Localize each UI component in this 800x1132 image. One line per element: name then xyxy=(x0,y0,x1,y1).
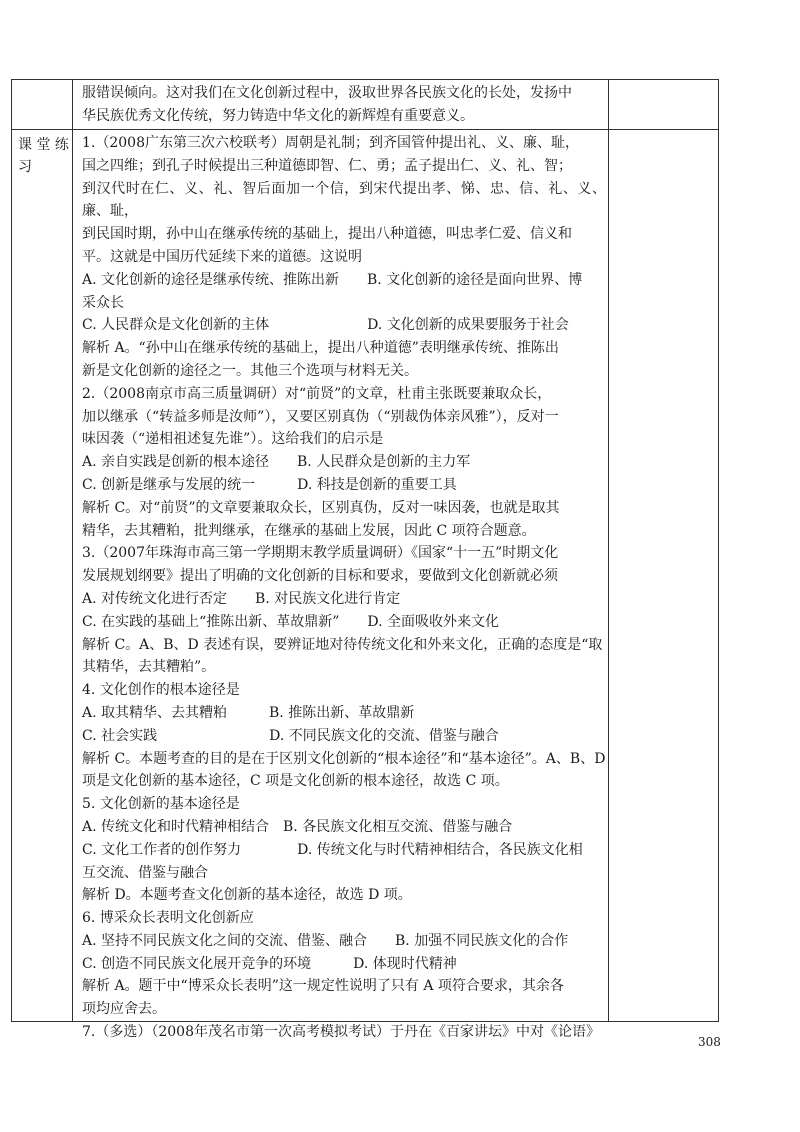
text-line: 解析 A。题干中“博采众长表明”这一规定性说明了只有 A 项符合要求，其余各 xyxy=(82,978,564,995)
text-line: 解析 C。对“前贤”的文章要兼取众长，区别真伪，反对一味因袭，也就是取其 xyxy=(82,499,560,516)
text-line: 7.（多选）（2008年茂名市第一次高考模拟考试）于丹在《百家讲坛》中对《论语》 xyxy=(82,1024,600,1041)
column-divider-left xyxy=(72,80,73,1021)
text-line: 解析 D。本题考查文化创新的基本途径，故选 D 项。 xyxy=(82,887,412,904)
text-line: C. 创造不同民族文化展开竞争的环境 D. 体现时代精神 xyxy=(82,955,457,972)
text-line: 5. 文化创新的基本途径是 xyxy=(82,796,240,813)
text-line: 国之四维；到孔子时候提出三种道德即智、仁、勇；孟子提出仁、义、礼、智； xyxy=(82,157,572,174)
text-line: 到民国时期，孙中山在继承传统的基础上，提出八种道德，叫忠孝仁爱、信义和 xyxy=(82,226,572,243)
text-line: 精华，去其糟粕，批判继承，在继承的基础上发展，因此 C 项符合题意。 xyxy=(82,522,536,539)
text-line: 解析 A。“孙中山在继承传统的基础上，提出八种道德”表明继承传统、推陈出 xyxy=(82,340,559,357)
text-line: 其精华，去其糟粕”。 xyxy=(82,659,216,676)
text-line: 加以继承（“转益多师是汝师”），又要区别真伪（“别裁伪体亲风雅”），反对一 xyxy=(82,408,559,425)
exercise-content xyxy=(82,132,606,1044)
text-line: A. 传统文化和时代精神相结合 B. 各民族文化相互交流、借鉴与融合 xyxy=(82,818,513,835)
text-line: 1.（2008广东第三次六校联考）周朝是礼制；到齐国管仲提出礼、义、廉、耻， xyxy=(82,135,579,151)
text-line: 解析 C。A、B、D 表述有误，要辨证地对待传统文化和外来文化，正确的态度是“取 xyxy=(82,636,603,653)
text-line: 解析 C。本题考查的目的是在于区别文化创新的“根本途径”和“基本途径”。A、B、D xyxy=(82,750,606,767)
text-line: A. 取其精华、去其糟粕 B. 推陈出新、革故鼎新 xyxy=(82,704,415,721)
column-divider-right xyxy=(608,80,609,1021)
top-row-content xyxy=(82,82,606,128)
lesson-table xyxy=(11,79,719,1041)
text-line: A. 亲自实践是创新的根本途径 B. 人民群众是创新的主力军 xyxy=(82,454,471,471)
text-line: 2.（2008南京市高三质量调研）对“前贤”的文章，杜甫主张既要兼取众长， xyxy=(82,385,552,402)
section-label: 课 堂 练 习 xyxy=(18,137,69,175)
text-line: A. 对传统文化进行否定 B. 对民族文化进行肯定 xyxy=(82,590,401,607)
text-line: C. 在实践的基础上“推陈出新、革故鼎新” D. 全面吸收外来文化 xyxy=(82,613,500,630)
text-line: 项均应舍去。 xyxy=(82,1001,166,1018)
text-line: 味因袭（“递相祖述复先谁”）。这给我们的启示是 xyxy=(82,431,384,448)
text-line: C. 创新是继承与发展的统一 D. 科技是创新的重要工具 xyxy=(82,476,457,493)
text-line: 6. 博采众长表明文化创新应 xyxy=(82,910,254,927)
text-line: A. 坚持不同民族文化之间的交流、借鉴、融合 B. 加强不同民族文化的合作 xyxy=(82,932,569,949)
text-line: C. 文化工作者的创作努力 D. 传统文化与时代精神相结合，各民族文化相 xyxy=(82,841,583,858)
text-line: 3.（2007年珠海市高三第一学期期末教学质量调研）《国家“十一五”时期文化 xyxy=(82,545,559,562)
row-divider xyxy=(12,129,718,130)
text-line: 项是文化创新的基本途径，C 项是文化创新的根本途径，故选 C 项。 xyxy=(82,773,509,790)
text-line: C. 社会实践 D. 不同民族文化的交流、借鉴与融合 xyxy=(82,727,499,744)
text-line: 发展规划纲要》提出了明确的文化创新的目标和要求，要做到文化创新就必须 xyxy=(82,568,558,585)
text-line: 华民族优秀文化传统，努力铸造中华文化的新辉煌有重要意义。 xyxy=(82,107,474,124)
text-line: 平。这就是中国历代延续下来的道德。这说明 xyxy=(82,248,362,265)
text-line: A. 文化创新的途径是继承传统、推陈出新 B. 文化创新的途径是面向世界、博 xyxy=(82,271,583,288)
text-line: 采众长 xyxy=(82,294,124,311)
text-line: 互交流、借鉴与融合 xyxy=(82,864,208,881)
text-line: 新是文化创新的途径之一。其他三个选项与材料无关。 xyxy=(82,362,418,379)
text-line: 4. 文化创作的根本途径是 xyxy=(82,682,240,699)
text-line: 服错误倾向。这对我们在文化创新过程中，汲取世界各民族文化的长处，发扬中 xyxy=(82,85,572,101)
page-number: 308 xyxy=(698,1035,721,1049)
text-line: 到汉代时在仁、义、礼、智后面加一个信，到宋代提出孝、悌、忠、信、礼、义、廉、耻， xyxy=(82,180,606,220)
text-line: C. 人民群众是文化创新的主体 D. 文化创新的成果要服务于社会 xyxy=(82,317,569,334)
